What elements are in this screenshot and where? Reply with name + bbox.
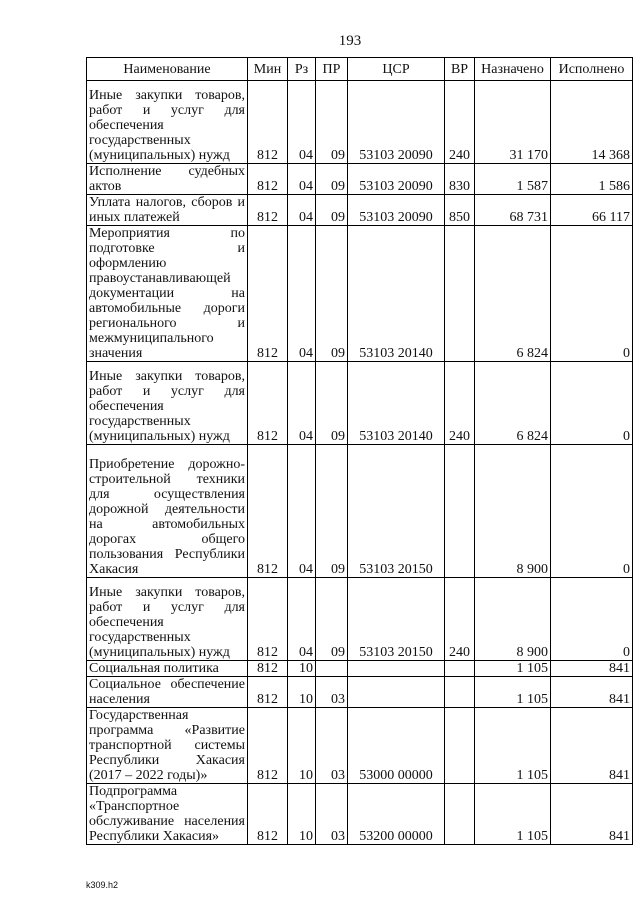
table-row xyxy=(87,445,633,578)
row-min: 812 xyxy=(248,578,288,661)
header-pr: ПР xyxy=(316,58,348,81)
row-name: Исполнение судебных актов xyxy=(87,164,248,195)
row-min: 812 xyxy=(248,661,288,677)
row-rz: 10 xyxy=(288,784,316,845)
row-vr xyxy=(445,661,475,677)
row-rz: 04 xyxy=(288,445,316,578)
row-name: Иные закупки товаров, работ и услуг для обеспечения государственных (муниципальных) нужд xyxy=(87,81,248,164)
row-pr: 09 xyxy=(316,362,348,445)
row-min: 812 xyxy=(248,164,288,195)
row-pr: 09 xyxy=(316,81,348,164)
footer-code: k309.h2 xyxy=(86,880,119,890)
header-name: Наименование xyxy=(87,58,248,81)
row-planned: 8 900 xyxy=(475,445,551,578)
row-pr: 03 xyxy=(316,677,348,708)
header-rz: Рз xyxy=(288,58,316,81)
row-csr xyxy=(348,677,445,708)
header-vr: ВР xyxy=(445,58,475,81)
row-vr xyxy=(445,677,475,708)
row-pr: 09 xyxy=(316,445,348,578)
row-rz: 04 xyxy=(288,226,316,362)
row-name: Иные закупки товаров, работ и услуг для обеспечения государственных (муниципальных) нужд xyxy=(87,578,248,661)
row-name: Подпрограмма «Транспортное обслуживание населения Республики Хакасия» xyxy=(87,784,248,845)
row-csr: 53103 20090 xyxy=(348,195,445,226)
row-pr: 09 xyxy=(316,578,348,661)
row-executed: 0 xyxy=(551,226,633,362)
table-row xyxy=(87,195,633,226)
row-vr xyxy=(445,708,475,784)
table-row xyxy=(87,661,633,677)
row-rz: 04 xyxy=(288,362,316,445)
row-planned: 8 900 xyxy=(475,578,551,661)
row-min: 812 xyxy=(248,81,288,164)
row-executed: 0 xyxy=(551,362,633,445)
table-row xyxy=(87,708,633,784)
row-vr: 240 xyxy=(445,81,475,164)
row-executed: 1 586 xyxy=(551,164,633,195)
row-planned: 6 824 xyxy=(475,362,551,445)
row-vr: 240 xyxy=(445,362,475,445)
row-executed: 841 xyxy=(551,661,633,677)
row-pr: 03 xyxy=(316,708,348,784)
row-csr: 53200 00000 xyxy=(348,784,445,845)
header-executed: Исполнено xyxy=(551,58,633,81)
budget-table xyxy=(86,57,633,845)
row-csr: 53103 20090 xyxy=(348,81,445,164)
table-row xyxy=(87,81,633,164)
row-name: Иные закупки товаров, работ и услуг для обеспечения государственных (муниципальных) нужд xyxy=(87,362,248,445)
row-planned: 1 105 xyxy=(475,784,551,845)
table-row xyxy=(87,164,633,195)
row-rz: 04 xyxy=(288,164,316,195)
page-number: 193 xyxy=(338,33,362,49)
row-name: Мероприятия по подготовке и оформлению правоустанавливающей документации на автомобильные дороги регионального и межмуниципального значения xyxy=(87,226,248,362)
row-vr xyxy=(445,784,475,845)
row-executed: 0 xyxy=(551,445,633,578)
row-min: 812 xyxy=(248,445,288,578)
row-executed: 841 xyxy=(551,677,633,708)
table-row xyxy=(87,578,633,661)
row-executed: 841 xyxy=(551,708,633,784)
row-csr: 53103 20090 xyxy=(348,164,445,195)
row-vr: 830 xyxy=(445,164,475,195)
row-min: 812 xyxy=(248,708,288,784)
row-executed: 14 368 xyxy=(551,81,633,164)
table-row xyxy=(87,226,633,362)
row-rz: 10 xyxy=(288,677,316,708)
row-csr: 53103 20150 xyxy=(348,578,445,661)
row-name: Уплата налогов, сборов и иных платежей xyxy=(87,195,248,226)
row-pr: 03 xyxy=(316,784,348,845)
row-executed: 0 xyxy=(551,578,633,661)
row-vr xyxy=(445,226,475,362)
row-planned: 1 105 xyxy=(475,661,551,677)
table-row xyxy=(87,784,633,845)
row-planned: 1 105 xyxy=(475,708,551,784)
header-planned: Назначено xyxy=(475,58,551,81)
row-min: 812 xyxy=(248,226,288,362)
row-min: 812 xyxy=(248,784,288,845)
row-vr: 850 xyxy=(445,195,475,226)
row-csr: 53103 20140 xyxy=(348,362,445,445)
row-planned: 1 105 xyxy=(475,677,551,708)
row-planned: 31 170 xyxy=(475,81,551,164)
table-row xyxy=(87,362,633,445)
row-name: Государственная программа «Развитие транспортной системы Республики Хакасия (2017 – 2022 годы)» xyxy=(87,708,248,784)
table-row xyxy=(87,677,633,708)
row-pr xyxy=(316,661,348,677)
row-vr xyxy=(445,445,475,578)
row-executed: 66 117 xyxy=(551,195,633,226)
row-rz: 10 xyxy=(288,661,316,677)
row-rz: 10 xyxy=(288,708,316,784)
row-pr: 09 xyxy=(316,164,348,195)
row-csr: 53103 20150 xyxy=(348,445,445,578)
row-min: 812 xyxy=(248,195,288,226)
row-planned: 6 824 xyxy=(475,226,551,362)
row-min: 812 xyxy=(248,362,288,445)
row-planned: 68 731 xyxy=(475,195,551,226)
row-rz: 04 xyxy=(288,81,316,164)
row-planned: 1 587 xyxy=(475,164,551,195)
row-min: 812 xyxy=(248,677,288,708)
row-csr: 53000 00000 xyxy=(348,708,445,784)
row-csr: 53103 20140 xyxy=(348,226,445,362)
row-pr: 09 xyxy=(316,226,348,362)
header-csr: ЦСР xyxy=(348,58,445,81)
row-rz: 04 xyxy=(288,195,316,226)
header-min: Мин xyxy=(248,58,288,81)
row-executed: 841 xyxy=(551,784,633,845)
row-pr: 09 xyxy=(316,195,348,226)
row-rz: 04 xyxy=(288,578,316,661)
row-vr: 240 xyxy=(445,578,475,661)
table-header-row xyxy=(87,58,633,81)
row-name: Приобретение дорожно-строительной техники для осуществления дорожной деятельности на автомобильных дорогах общего пользования Республики Хакасия xyxy=(87,445,248,578)
row-name: Социальное обеспечение населения xyxy=(87,677,248,708)
row-csr xyxy=(348,661,445,677)
row-name: Социальная политика xyxy=(87,661,248,677)
